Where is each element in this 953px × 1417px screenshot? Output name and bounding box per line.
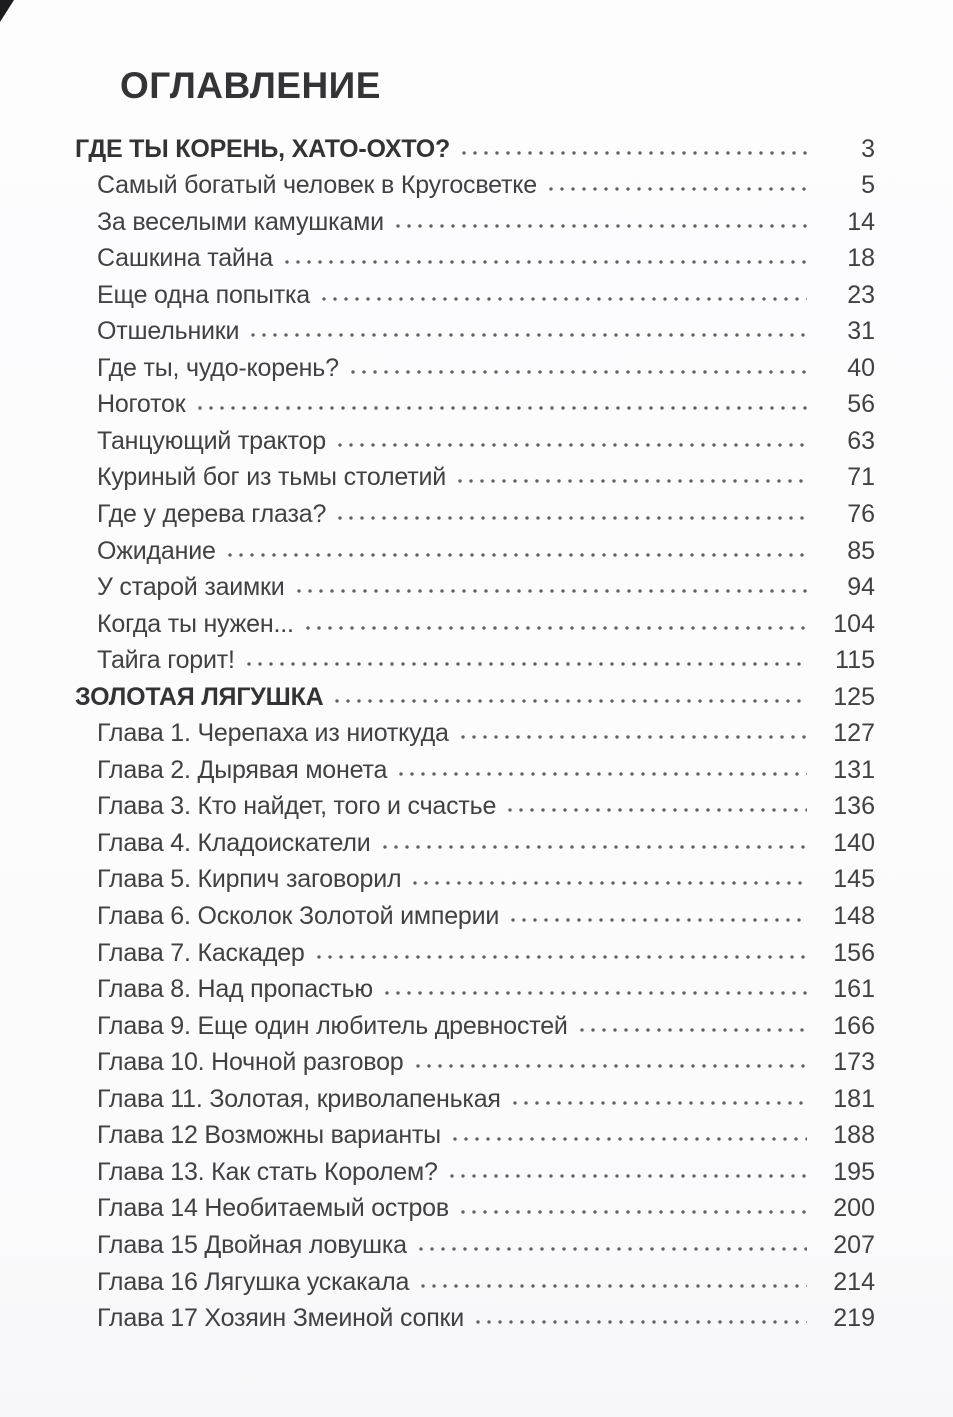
- toc-entry: [75, 748, 875, 785]
- dot-leader: [396, 224, 807, 228]
- toc-entry-page: 131: [833, 755, 875, 784]
- toc-entry-label: Сашкина тайна: [97, 244, 274, 273]
- toc-entry-page: 104: [833, 609, 875, 638]
- toc-entry: [75, 1004, 875, 1041]
- toc-entry: [75, 1223, 875, 1260]
- toc-entry-label: Глава 14 Необитаемый остров: [97, 1194, 449, 1223]
- toc-entry-page: 5: [861, 171, 875, 200]
- toc-entry: [75, 1150, 875, 1187]
- toc-entry-page: 181: [833, 1084, 875, 1113]
- toc-entry: [75, 1114, 875, 1151]
- toc-entry-label: Глава 1. Черепаха из ниоткуда: [97, 719, 449, 748]
- toc-entry: [75, 529, 875, 566]
- toc-entry-page: 145: [833, 865, 875, 894]
- dot-leader: [453, 1137, 807, 1141]
- dot-leader: [580, 1028, 807, 1032]
- toc-entry-label: Ожидание: [97, 536, 216, 565]
- toc-entry: [75, 273, 875, 310]
- toc-entry: [75, 785, 875, 822]
- toc-entry-page: 94: [847, 573, 875, 602]
- dot-leader: [335, 699, 807, 703]
- dot-leader: [385, 991, 807, 995]
- toc-entry-page: 214: [833, 1267, 875, 1296]
- dot-leader: [228, 553, 807, 557]
- toc-entry-page: 140: [833, 828, 875, 857]
- toc-entry: [75, 492, 875, 529]
- toc-entry-label: Глава 16 Лягушка ускакала: [97, 1267, 410, 1296]
- toc-entry: [75, 1041, 875, 1078]
- dot-leader: [306, 626, 807, 630]
- toc-entry-page: 148: [833, 902, 875, 931]
- toc-entry-label: Глава 3. Кто найдет, того и счастье: [97, 792, 497, 821]
- dot-leader: [549, 187, 807, 191]
- toc-entry-label: У старой заимки: [97, 573, 285, 602]
- dot-leader: [413, 881, 807, 885]
- toc-entry-page: 14: [847, 207, 875, 236]
- toc-entry-page: 23: [847, 280, 875, 309]
- toc-entry-page: 31: [847, 317, 875, 346]
- toc-entry-page: 3: [861, 134, 875, 163]
- dot-leader: [513, 1101, 807, 1105]
- toc-entry-page: 161: [833, 975, 875, 1004]
- dot-leader: [421, 1284, 807, 1288]
- dot-leader: [508, 808, 807, 812]
- toc-entry-label: Глава 15 Двойная ловушка: [97, 1230, 407, 1259]
- toc-entry: [75, 968, 875, 1005]
- toc-entry-page: 85: [847, 536, 875, 565]
- toc-entry-label: За веселыми камушками: [97, 207, 384, 236]
- toc-entry: [75, 566, 875, 603]
- dot-leader: [399, 772, 807, 776]
- toc-entry-page: 125: [833, 682, 875, 711]
- toc-entry-label: Где у дерева глаза?: [97, 500, 327, 529]
- toc-entry: [75, 383, 875, 420]
- toc-entry-page: 136: [833, 792, 875, 821]
- dot-leader: [338, 516, 807, 520]
- toc-entry: [75, 894, 875, 931]
- toc-entry: [75, 346, 875, 383]
- toc-entry-label: Отшельники: [97, 317, 240, 346]
- dot-leader: [383, 845, 807, 849]
- toc-entry: [75, 127, 875, 164]
- toc-entry-page: 200: [833, 1194, 875, 1223]
- toc-entry: [75, 1297, 875, 1334]
- dot-leader: [450, 1174, 807, 1178]
- page-title: ОГЛАВЛЕНИЕ: [120, 64, 381, 106]
- dot-leader: [297, 589, 807, 593]
- toc-entry-page: 127: [833, 719, 875, 748]
- toc-entry: [75, 858, 875, 895]
- toc-entry: [75, 821, 875, 858]
- toc-entry-page: 195: [833, 1157, 875, 1186]
- toc-entry: [75, 164, 875, 201]
- dot-leader: [476, 1320, 807, 1324]
- toc-entry-label: Глава 7. Каскадер: [97, 938, 305, 967]
- dot-leader: [511, 918, 807, 922]
- dot-leader: [461, 1210, 807, 1214]
- toc-entry: [75, 419, 875, 456]
- toc-entry-label: Глава 11. Золотая, криволапенькая: [97, 1084, 501, 1113]
- toc-entry-label: Глава 9. Еще один любитель древностей: [97, 1011, 568, 1040]
- toc-entry-label: Глава 17 Хозяин Змеиной сопки: [97, 1304, 465, 1333]
- toc-entry: [75, 639, 875, 676]
- toc-entry-label: Глава 6. Осколок Золотой империи: [97, 902, 500, 931]
- dot-leader: [338, 443, 807, 447]
- toc-entry-page: 219: [833, 1304, 875, 1333]
- toc-entry: [75, 1260, 875, 1297]
- toc-entry-label: Где ты, чудо-корень?: [97, 353, 339, 382]
- toc-entry-label: Когда ты нужен...: [97, 609, 294, 638]
- toc-entry-label: Глава 5. Кирпич заговорил: [97, 865, 402, 894]
- dot-leader: [251, 333, 807, 337]
- toc-entry: [75, 456, 875, 493]
- dot-leader: [416, 1064, 808, 1068]
- toc-entry-label: ГДЕ ТЫ КОРЕНЬ, ХАТО-ОХТО?: [75, 134, 451, 163]
- toc-entry: [75, 712, 875, 749]
- toc-entry-label: Глава 4. Кладоискатели: [97, 828, 371, 857]
- dot-leader: [462, 151, 807, 155]
- toc-entry-page: 40: [847, 353, 875, 382]
- dot-leader: [322, 297, 807, 301]
- toc-entry: [75, 602, 875, 639]
- toc-entry-label: Глава 10. Ночной разговор: [97, 1048, 404, 1077]
- toc-entry: [75, 200, 875, 237]
- dot-leader: [247, 662, 807, 666]
- dot-leader: [351, 370, 807, 374]
- dot-leader: [317, 955, 807, 959]
- dot-leader: [458, 479, 807, 483]
- toc-entry-page: 56: [847, 390, 875, 419]
- dot-leader: [285, 260, 807, 264]
- toc-entry-label: Глава 13. Как стать Королем?: [97, 1157, 438, 1186]
- dot-leader: [461, 735, 807, 739]
- toc-entry-page: 173: [833, 1048, 875, 1077]
- toc-entry-page: 18: [847, 244, 875, 273]
- toc-entry: [75, 310, 875, 347]
- toc-entry-page: 63: [847, 426, 875, 455]
- toc-entry-label: Самый богатый человек в Кругосветке: [97, 171, 537, 200]
- dot-leader: [419, 1247, 807, 1251]
- toc-entry: [75, 237, 875, 274]
- toc-entry-page: 76: [847, 500, 875, 529]
- toc-entry-page: 166: [833, 1011, 875, 1040]
- toc-entry-page: 71: [847, 463, 875, 492]
- toc-entry-label: Ноготок: [97, 390, 186, 419]
- toc-entry-page: 156: [833, 938, 875, 967]
- toc-entry: [75, 931, 875, 968]
- toc-entry-page: 207: [833, 1230, 875, 1259]
- toc-entry-label: Глава 12 Возможны варианты: [97, 1121, 441, 1150]
- dot-leader: [198, 406, 808, 410]
- toc-entry-label: Тайга горит!: [97, 646, 235, 675]
- toc-entry: [75, 675, 875, 712]
- toc-entry-page: 188: [833, 1121, 875, 1150]
- toc-entry-label: ЗОЛОТАЯ ЛЯГУШКА: [75, 682, 324, 711]
- toc-entry-label: Куриный бог из тьмы столетий: [97, 463, 447, 492]
- toc-entry-page: 115: [835, 646, 875, 675]
- toc-list: [75, 127, 875, 1333]
- toc-entry: [75, 1187, 875, 1224]
- scan-corner-artifact: [0, 0, 14, 22]
- toc-entry: [75, 1077, 875, 1114]
- toc-entry-label: Еще одна попытка: [97, 280, 310, 309]
- toc-entry-label: Глава 8. Над пропастью: [97, 975, 373, 1004]
- toc-entry-label: Танцующий трактор: [97, 426, 326, 455]
- toc-entry-label: Глава 2. Дырявая монета: [97, 755, 388, 784]
